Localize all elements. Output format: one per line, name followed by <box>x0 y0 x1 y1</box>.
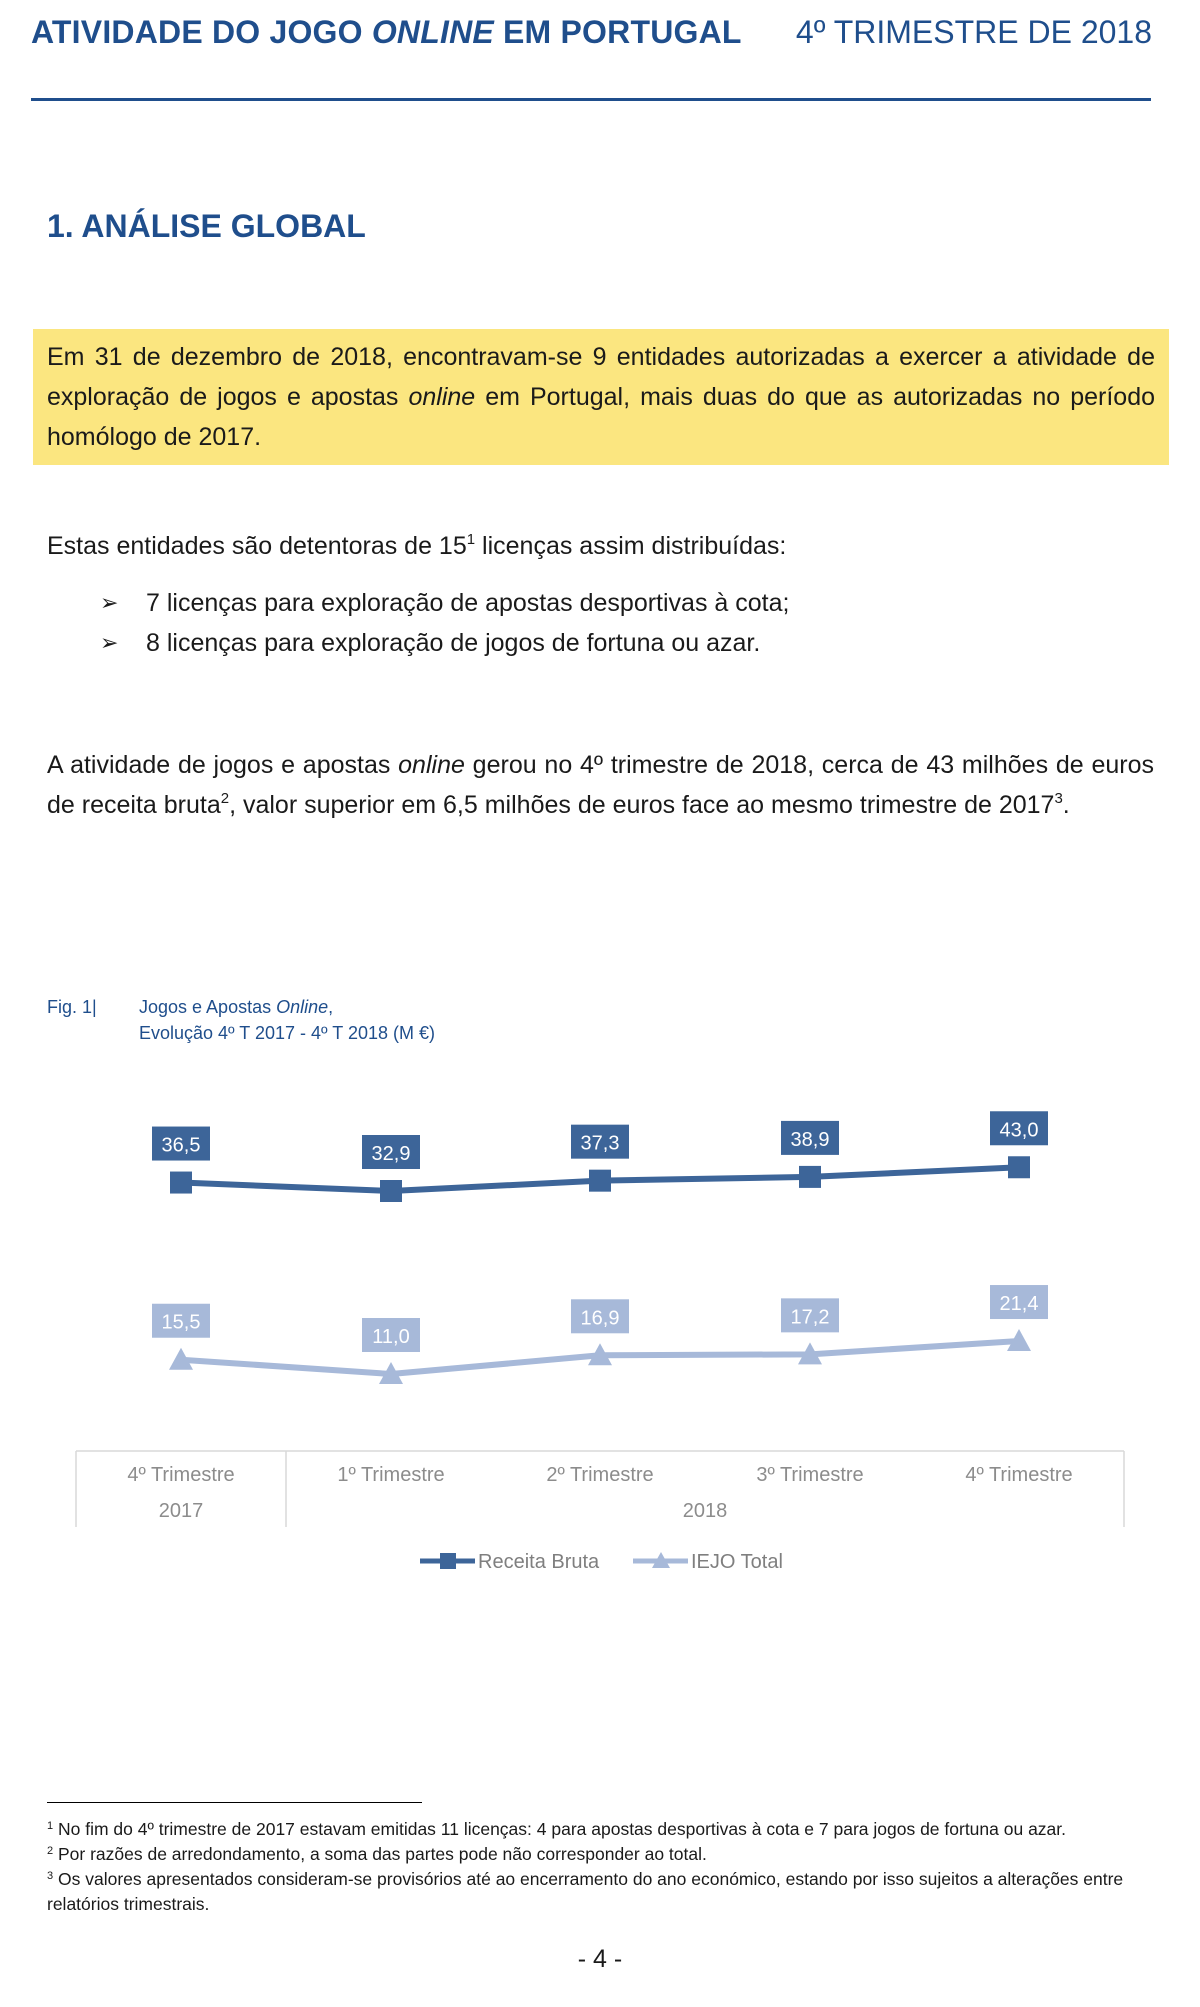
data-label: 11,0 <box>372 1326 410 1348</box>
figure-title <box>139 994 333 1020</box>
arrow-bullet-icon: ➢ <box>100 630 119 655</box>
footnote-ref-3[interactable]: 3 <box>1054 790 1063 807</box>
data-point <box>799 1166 821 1188</box>
list-item <box>100 583 789 623</box>
footnote-number: 3 <box>47 1870 54 1882</box>
footnote-text: No fim do 4º trimestre de 2017 estavam emitidas 11 licenças: 4 para apostas desportivas à cota e 7 para jogos de fortuna ou azar. <box>53 1819 1067 1839</box>
data-label: 16,9 <box>580 1307 620 1330</box>
footnote-item <box>47 1817 1157 1842</box>
activity-text-italic: online <box>398 751 465 779</box>
data-point <box>589 1170 611 1192</box>
footnote-divider <box>47 1802 422 1803</box>
x-group-label: 2017 <box>158 1500 204 1522</box>
x-group-label: 2018 <box>682 1500 728 1522</box>
figure-title-part1: Jogos e Apostas <box>139 997 277 1017</box>
legend-marker <box>440 1553 456 1569</box>
list-item <box>100 623 789 663</box>
footnote-number: 1 <box>47 1820 54 1832</box>
arrow-bullet-icon: ➢ <box>100 590 119 615</box>
x-tick-label: 4º Trimestre <box>965 1464 1073 1486</box>
data-point <box>1008 1156 1030 1178</box>
report-title-part2: EM PORTUGAL <box>493 14 742 50</box>
data-label: 32,9 <box>371 1143 411 1165</box>
highlight-text-italic: online <box>408 383 476 411</box>
figure-title-part2: , <box>328 997 334 1017</box>
legend-label: Receita Bruta <box>478 1551 600 1573</box>
licenses-intro-after: licenças assim distribuídas: <box>475 532 787 560</box>
footnote-item <box>47 1842 1157 1867</box>
data-label: 38,9 <box>790 1128 830 1151</box>
footnote-ref-2[interactable]: 2 <box>220 790 230 807</box>
figure-subtitle: Evolução 4º T 2017 - 4º T 2018 (M €) <box>139 1023 435 1043</box>
footnote-ref-1[interactable]: 1 <box>466 531 476 548</box>
x-tick-label: 3º Trimestre <box>756 1464 864 1486</box>
activity-text-part1: A atividade de jogos e apostas <box>47 751 399 779</box>
footnote-item <box>47 1867 1157 1917</box>
activity-text-part2: gerou no 4º trimestre de 2018, cerca de 43 milhões de euros de receita bruta <box>47 751 1154 819</box>
revenue-line-chart <box>0 1070 1200 1590</box>
legend-label: IEJO Total <box>691 1551 783 1573</box>
footnote-number: 2 <box>47 1845 54 1857</box>
page-number: - 4 - <box>577 1945 623 1973</box>
highlight-box <box>33 329 1169 465</box>
report-title-part1: ATIVIDADE DO JOGO <box>31 14 372 50</box>
figure-number: Fig. 1| <box>47 997 97 1017</box>
licenses-list <box>100 583 789 663</box>
data-label: 37,3 <box>580 1132 620 1155</box>
data-label: 17,2 <box>790 1306 830 1329</box>
x-tick-label: 2º Trimestre <box>546 1464 654 1486</box>
highlight-text-part1: Em 31 de dezembro de 2018, encontravam-se 9 entidades autorizadas a exercer a atividade de exploração de jogos e apostas <box>47 343 1155 411</box>
header-divider <box>31 98 1151 101</box>
licenses-intro-before: Estas entidades são detentoras de 15 <box>47 532 467 560</box>
figure-title-italic: Online <box>276 997 329 1017</box>
footnote-text: Os valores apresentados consideram-se provisórios até ao encerramento do ano económico, estando por isso sujeitos a alterações entre relatórios trimestrais. <box>47 1869 1124 1914</box>
data-label: 15,5 <box>161 1311 201 1334</box>
activity-text-part4: . <box>1062 791 1070 819</box>
data-label: 21,4 <box>999 1293 1039 1316</box>
x-tick-label: 1º Trimestre <box>337 1464 445 1486</box>
footnote-text: Por razões de arredondamento, a soma das partes pode não corresponder ao total. <box>53 1844 707 1864</box>
data-label: 43,0 <box>999 1119 1039 1142</box>
data-point <box>170 1172 192 1194</box>
highlight-text-part2: em Portugal, mais duas do que as autorizadas no período homólogo de 2017. <box>47 383 1155 451</box>
list-item-text: 7 licenças para exploração de apostas desportivas à cota; <box>146 589 790 617</box>
report-title-italic: ONLINE <box>371 14 494 50</box>
activity-text-part3: , valor superior em 6,5 milhões de euros face ao mesmo trimestre de 2017 <box>229 791 1055 819</box>
report-period: 4º TRIMESTRE DE 2018 <box>795 14 1152 50</box>
x-tick-label: 4º Trimestre <box>127 1464 235 1486</box>
list-item-text: 8 licenças para exploração de jogos de fortuna ou azar. <box>146 629 761 657</box>
footnotes <box>47 1817 1157 1917</box>
licenses-intro <box>47 526 1154 566</box>
data-point <box>380 1180 402 1202</box>
activity-paragraph <box>47 745 1154 825</box>
data-label: 36,5 <box>161 1134 201 1157</box>
section-title: 1. ANÁLISE GLOBAL <box>47 208 366 244</box>
report-title <box>31 14 742 51</box>
